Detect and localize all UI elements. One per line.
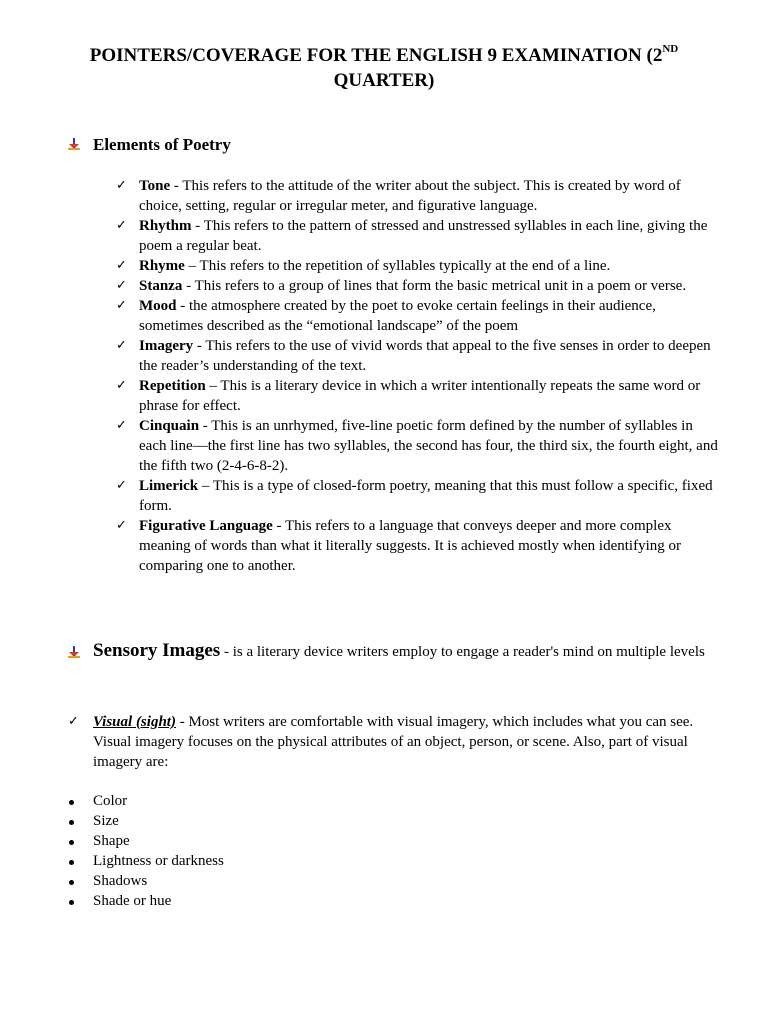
page-title <box>40 43 728 93</box>
bullet-dot-icon <box>69 800 74 805</box>
list-item-text: Shade or hue <box>93 893 172 909</box>
checkmark-icon: ✓ <box>116 298 127 313</box>
section-heading-title: Sensory Images <box>93 640 221 661</box>
bullet-dot-icon <box>69 860 74 865</box>
title-tail: QUARTER) <box>333 70 435 91</box>
term: Tone <box>139 178 171 194</box>
list-item <box>68 851 468 871</box>
list-item <box>116 516 722 576</box>
section-heading-description: - is a literary device writers employ to engage a reader's mind on multiple levels <box>220 644 705 660</box>
definition: - the atmosphere created by the poet to evoke certain feelings in their audience, sometimes described as the “emotional landscape” of the poem <box>139 298 656 334</box>
checkmark-icon: ✓ <box>116 258 127 273</box>
term: Figurative Language <box>139 518 273 534</box>
definition: - This refers to the pattern of stressed and unstressed syllables in each line, giving the poem a regular beat. <box>139 218 708 254</box>
list-item <box>68 871 468 891</box>
definition: - This refers to the attitude of the writer about the subject. This is created by word of choice, setting, regular or irregular meter, and figurative language. <box>139 178 681 214</box>
arrow-bullet-icon <box>68 646 80 658</box>
definition: – This refers to the repetition of syllables typically at the end of a line. <box>184 258 611 274</box>
checkmark-icon: ✓ <box>116 338 127 353</box>
visual-term: Visual (sight) <box>93 714 176 730</box>
list-item-text: Shape <box>93 833 130 849</box>
list-item <box>116 376 722 416</box>
list-item <box>116 276 722 296</box>
bullet-dot-icon <box>69 840 74 845</box>
list-item <box>116 416 722 476</box>
term: Rhyme <box>139 258 185 274</box>
term: Imagery <box>139 338 194 354</box>
list-item <box>116 216 722 256</box>
list-item-text: Shadows <box>93 873 148 889</box>
list-item-text: Size <box>93 813 119 829</box>
list-item <box>116 336 722 376</box>
definition: - This refers to the use of vivid words that appeal to the five senses in order to deepen the reader’s understanding of the text. <box>139 338 711 374</box>
checkmark-icon: ✓ <box>116 378 127 393</box>
definition: – This is a type of closed-form poetry, meaning that this must follow a specific, fixed form. <box>139 478 713 514</box>
checkmark-icon: ✓ <box>116 218 127 233</box>
visual-sight-paragraph <box>68 712 724 772</box>
title-main: POINTERS/COVERAGE FOR THE ENGLISH 9 EXAMINATION (2 <box>89 45 663 66</box>
definition: - This refers to a language that conveys deeper and more complex meaning of words than what it literally suggests. It is achieved mostly when identifying or comparing one to another. <box>139 518 681 574</box>
bullet-dot-icon <box>69 820 74 825</box>
checkmark-icon: ✓ <box>116 278 127 293</box>
list-item <box>116 256 722 276</box>
visual-imagery-list <box>68 791 468 911</box>
definition: - This refers to a group of lines that form the basic metrical unit in a poem or verse. <box>182 278 687 294</box>
section-heading-text <box>93 640 728 663</box>
checkmark-icon: ✓ <box>116 518 127 533</box>
list-item-text: Lightness or darkness <box>93 853 224 869</box>
list-item-text: Color <box>93 793 128 809</box>
list-item <box>68 791 468 811</box>
arrow-bullet-icon <box>68 138 80 150</box>
term: Limerick <box>139 478 199 494</box>
definition: – This is a literary device in which a writer intentionally repeats the same word or phrase for effect. <box>139 378 701 414</box>
list-item <box>68 831 468 851</box>
term: Rhythm <box>139 218 192 234</box>
definition: - This is an unrhymed, five-line poetic form defined by the number of syllables in each line—the first line has two syllables, the second has four, the third six, the fourth eight, and the fifth two (2-4-6-8-2). <box>139 418 718 474</box>
title-superscript: ND <box>662 42 679 55</box>
visual-description: - Most writers are comfortable with visual imagery, which includes what you can see. Visual imagery focuses on the physical attributes of an object, person, or scene. Also, part of visual imagery are: <box>93 714 694 770</box>
section-heading-text: Elements of Poetry <box>93 135 231 154</box>
list-item <box>68 811 468 831</box>
term: Cinquain <box>139 418 200 434</box>
checkmark-icon: ✓ <box>68 714 79 729</box>
list-item <box>116 296 722 336</box>
list-item <box>116 476 722 516</box>
list-item <box>116 176 722 216</box>
list-item <box>68 891 468 911</box>
checkmark-icon: ✓ <box>116 178 127 193</box>
checkmark-icon: ✓ <box>116 418 127 433</box>
term: Stanza <box>139 278 183 294</box>
term: Mood <box>139 298 177 314</box>
elements-checklist <box>116 176 722 576</box>
term: Repetition <box>139 378 206 394</box>
bullet-dot-icon <box>69 880 74 885</box>
bullet-dot-icon <box>69 900 74 905</box>
checkmark-icon: ✓ <box>116 478 127 493</box>
